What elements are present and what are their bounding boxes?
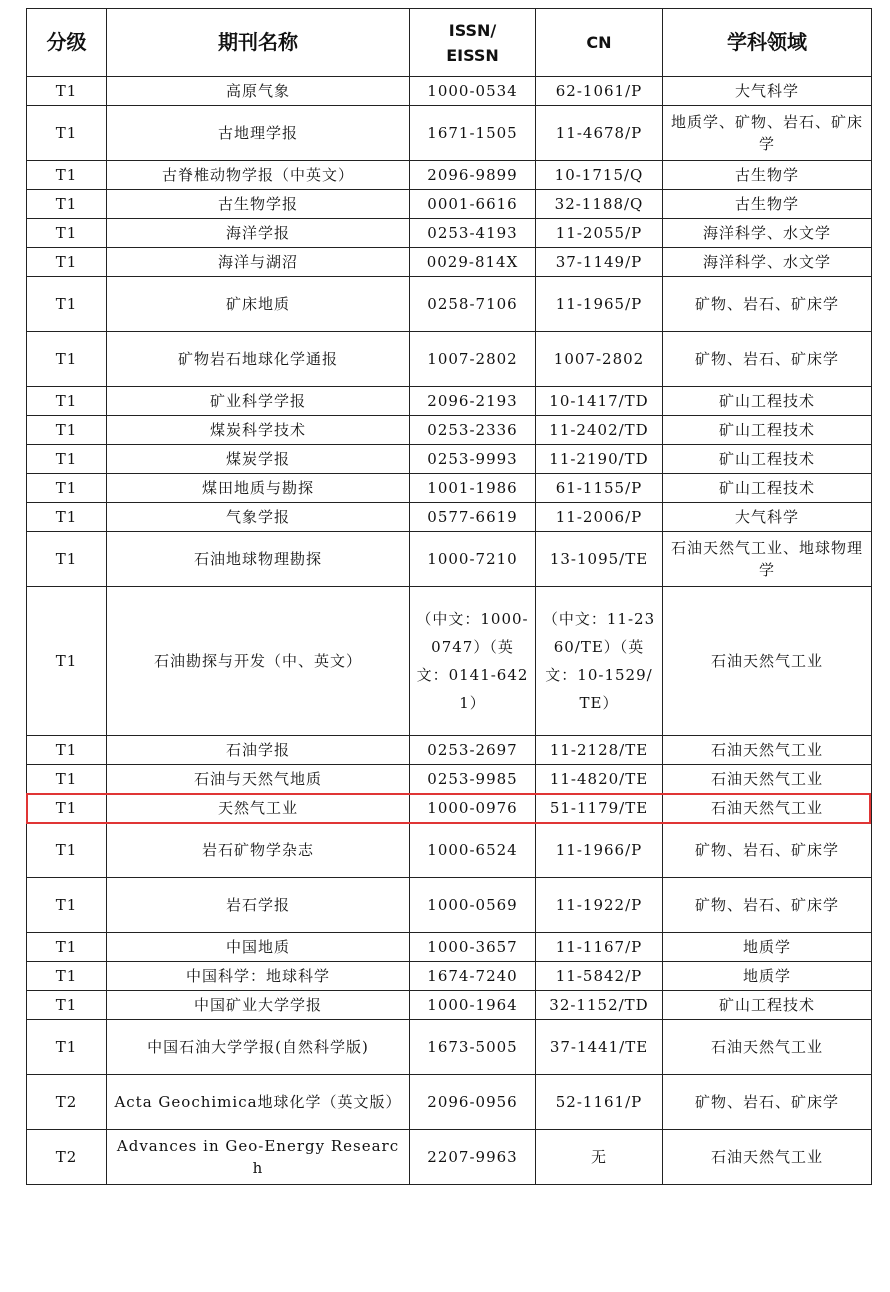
cell-field: 矿物、岩石、矿床学 <box>663 878 872 933</box>
cell-issn: 1000-6524 <box>410 823 536 878</box>
cell-level: T1 <box>27 161 107 190</box>
cell-journal-name: 古生物学报 <box>107 190 410 219</box>
table-row <box>27 503 872 532</box>
cell-field: 地质学 <box>663 962 872 991</box>
cell-cn: 11-1966/P <box>536 823 663 878</box>
cell-field: 矿山工程技术 <box>663 445 872 474</box>
cell-journal-name: 煤田地质与勘探 <box>107 474 410 503</box>
cell-issn: 1674-7240 <box>410 962 536 991</box>
cell-issn: 0253-9985 <box>410 765 536 794</box>
table-row <box>27 77 872 106</box>
cell-field: 矿物、岩石、矿床学 <box>663 823 872 878</box>
cell-field: 石油天然气工业 <box>663 1130 872 1185</box>
table-row <box>27 933 872 962</box>
cell-level: T1 <box>27 248 107 277</box>
cell-journal-name: 天然气工业 <box>107 794 410 823</box>
cell-journal-name: Acta Geochimica地球化学（英文版） <box>107 1075 410 1130</box>
cell-level: T1 <box>27 991 107 1020</box>
cell-level: T1 <box>27 1020 107 1075</box>
cell-issn: 1673-5005 <box>410 1020 536 1075</box>
cell-field: 古生物学 <box>663 190 872 219</box>
cell-cn: 无 <box>536 1130 663 1185</box>
cell-field: 矿物、岩石、矿床学 <box>663 1075 872 1130</box>
table-row <box>27 532 872 587</box>
table-row <box>27 332 872 387</box>
cell-level: T1 <box>27 106 107 161</box>
header-row <box>27 9 872 77</box>
cell-issn: 0253-4193 <box>410 219 536 248</box>
cell-journal-name: 煤炭学报 <box>107 445 410 474</box>
cell-issn: 0029-814X <box>410 248 536 277</box>
table-row <box>27 248 872 277</box>
table-row <box>27 962 872 991</box>
cell-journal-name: 煤炭科学技术 <box>107 416 410 445</box>
cell-level: T2 <box>27 1130 107 1185</box>
cell-level: T1 <box>27 190 107 219</box>
cell-issn: 0253-2336 <box>410 416 536 445</box>
cell-cn: 32-1152/TD <box>536 991 663 1020</box>
table-row <box>27 587 872 736</box>
cell-issn: 1000-1964 <box>410 991 536 1020</box>
table-row <box>27 1020 872 1075</box>
cell-field: 石油天然气工业 <box>663 736 872 765</box>
cell-journal-name: 矿床地质 <box>107 277 410 332</box>
cell-cn: 61-1155/P <box>536 474 663 503</box>
cell-level: T1 <box>27 332 107 387</box>
cell-journal-name: 岩石矿物学杂志 <box>107 823 410 878</box>
header-level: 分级 <box>27 9 107 77</box>
cell-journal-name: 古脊椎动物学报（中英文） <box>107 161 410 190</box>
cell-cn: 10-1417/TD <box>536 387 663 416</box>
cell-cn: 11-5842/P <box>536 962 663 991</box>
cell-journal-name: 高原气象 <box>107 77 410 106</box>
cell-cn: 11-4820/TE <box>536 765 663 794</box>
table-row <box>27 765 872 794</box>
cell-field: 矿山工程技术 <box>663 991 872 1020</box>
cell-cn: 11-4678/P <box>536 106 663 161</box>
cell-cn: 10-1715/Q <box>536 161 663 190</box>
cell-level: T1 <box>27 387 107 416</box>
cell-journal-name: 古地理学报 <box>107 106 410 161</box>
cell-cn: 32-1188/Q <box>536 190 663 219</box>
cell-issn: 1000-7210 <box>410 532 536 587</box>
cell-issn: 0577-6619 <box>410 503 536 532</box>
cell-journal-name: 岩石学报 <box>107 878 410 933</box>
cell-issn: 2096-9899 <box>410 161 536 190</box>
table-row <box>27 794 872 823</box>
cell-level: T1 <box>27 736 107 765</box>
table-row <box>27 161 872 190</box>
cell-cn: 1007-2802 <box>536 332 663 387</box>
cell-level: T1 <box>27 277 107 332</box>
cell-level: T1 <box>27 532 107 587</box>
cell-level: T1 <box>27 445 107 474</box>
cell-issn: 1000-0569 <box>410 878 536 933</box>
cell-cn: 52-1161/P <box>536 1075 663 1130</box>
cell-issn: 1001-1986 <box>410 474 536 503</box>
table-row <box>27 219 872 248</box>
cell-journal-name: 中国矿业大学学报 <box>107 991 410 1020</box>
cell-level: T1 <box>27 503 107 532</box>
cell-issn: （中文：1000-0747）（英文：0141-6421） <box>410 587 536 736</box>
cell-level: T2 <box>27 1075 107 1130</box>
cell-field: 地质学 <box>663 933 872 962</box>
cell-field: 矿物、岩石、矿床学 <box>663 332 872 387</box>
cell-cn: 37-1149/P <box>536 248 663 277</box>
cell-field: 矿山工程技术 <box>663 387 872 416</box>
cell-field: 海洋科学、水文学 <box>663 219 872 248</box>
cell-journal-name: 矿物岩石地球化学通报 <box>107 332 410 387</box>
cell-field: 古生物学 <box>663 161 872 190</box>
cell-level: T1 <box>27 474 107 503</box>
cell-cn: 37-1441/TE <box>536 1020 663 1075</box>
cell-level: T1 <box>27 878 107 933</box>
cell-field: 石油天然气工业 <box>663 765 872 794</box>
cell-field: 大气科学 <box>663 77 872 106</box>
cell-cn: 11-1922/P <box>536 878 663 933</box>
cell-journal-name: 矿业科学学报 <box>107 387 410 416</box>
cell-cn: 11-2402/TD <box>536 416 663 445</box>
cell-field: 石油天然气工业、地球物理学 <box>663 532 872 587</box>
table-row <box>27 1130 872 1185</box>
cell-level: T1 <box>27 219 107 248</box>
cell-level: T1 <box>27 933 107 962</box>
cell-cn: （中文：11-2360/TE）（英文：10-1529/TE） <box>536 587 663 736</box>
table-row <box>27 991 872 1020</box>
cell-journal-name: 石油学报 <box>107 736 410 765</box>
cell-journal-name: 气象学报 <box>107 503 410 532</box>
cell-issn: 1671-1505 <box>410 106 536 161</box>
header-issn: ISSN/ EISSN <box>410 9 536 77</box>
header-cn: CN <box>536 9 663 77</box>
cell-cn: 11-1167/P <box>536 933 663 962</box>
table-row <box>27 736 872 765</box>
cell-issn: 0258-7106 <box>410 277 536 332</box>
table-row <box>27 387 872 416</box>
cell-level: T1 <box>27 587 107 736</box>
cell-field: 海洋科学、水文学 <box>663 248 872 277</box>
table-row <box>27 878 872 933</box>
cell-journal-name: 中国科学：地球科学 <box>107 962 410 991</box>
cell-field: 大气科学 <box>663 503 872 532</box>
cell-issn: 0253-2697 <box>410 736 536 765</box>
table-row <box>27 416 872 445</box>
cell-field: 矿山工程技术 <box>663 474 872 503</box>
cell-field: 矿物、岩石、矿床学 <box>663 277 872 332</box>
cell-journal-name: 海洋与湖沼 <box>107 248 410 277</box>
cell-field: 石油天然气工业 <box>663 794 872 823</box>
cell-issn: 2096-0956 <box>410 1075 536 1130</box>
cell-level: T1 <box>27 794 107 823</box>
cell-journal-name: 中国地质 <box>107 933 410 962</box>
cell-cn: 11-1965/P <box>536 277 663 332</box>
cell-cn: 62-1061/P <box>536 77 663 106</box>
cell-cn: 11-2055/P <box>536 219 663 248</box>
cell-issn: 1007-2802 <box>410 332 536 387</box>
cell-field: 地质学、矿物、岩石、矿床学 <box>663 106 872 161</box>
table-row <box>27 190 872 219</box>
cell-issn: 1000-0976 <box>410 794 536 823</box>
journal-table <box>26 8 872 1185</box>
table-row <box>27 823 872 878</box>
cell-issn: 2096-2193 <box>410 387 536 416</box>
cell-issn: 1000-3657 <box>410 933 536 962</box>
cell-issn: 0001-6616 <box>410 190 536 219</box>
cell-journal-name: Advances in Geo-Energy Research <box>107 1130 410 1185</box>
cell-issn: 0253-9993 <box>410 445 536 474</box>
table-row <box>27 106 872 161</box>
cell-cn: 11-2190/TD <box>536 445 663 474</box>
cell-cn: 13-1095/TE <box>536 532 663 587</box>
cell-journal-name: 中国石油大学学报(自然科学版) <box>107 1020 410 1075</box>
table-row <box>27 474 872 503</box>
cell-journal-name: 石油地球物理勘探 <box>107 532 410 587</box>
cell-journal-name: 海洋学报 <box>107 219 410 248</box>
cell-journal-name: 石油勘探与开发（中、英文） <box>107 587 410 736</box>
cell-level: T1 <box>27 823 107 878</box>
cell-level: T1 <box>27 962 107 991</box>
table-row <box>27 1075 872 1130</box>
cell-cn: 51-1179/TE <box>536 794 663 823</box>
cell-journal-name: 石油与天然气地质 <box>107 765 410 794</box>
cell-cn: 11-2128/TE <box>536 736 663 765</box>
header-field: 学科领域 <box>663 9 872 77</box>
cell-issn: 1000-0534 <box>410 77 536 106</box>
cell-level: T1 <box>27 77 107 106</box>
table-row <box>27 445 872 474</box>
cell-issn: 2207-9963 <box>410 1130 536 1185</box>
journal-table-container <box>26 8 871 1185</box>
table-row <box>27 277 872 332</box>
cell-level: T1 <box>27 416 107 445</box>
cell-field: 石油天然气工业 <box>663 587 872 736</box>
cell-level: T1 <box>27 765 107 794</box>
cell-cn: 11-2006/P <box>536 503 663 532</box>
cell-field: 矿山工程技术 <box>663 416 872 445</box>
cell-field: 石油天然气工业 <box>663 1020 872 1075</box>
header-journal-name: 期刊名称 <box>107 9 410 77</box>
